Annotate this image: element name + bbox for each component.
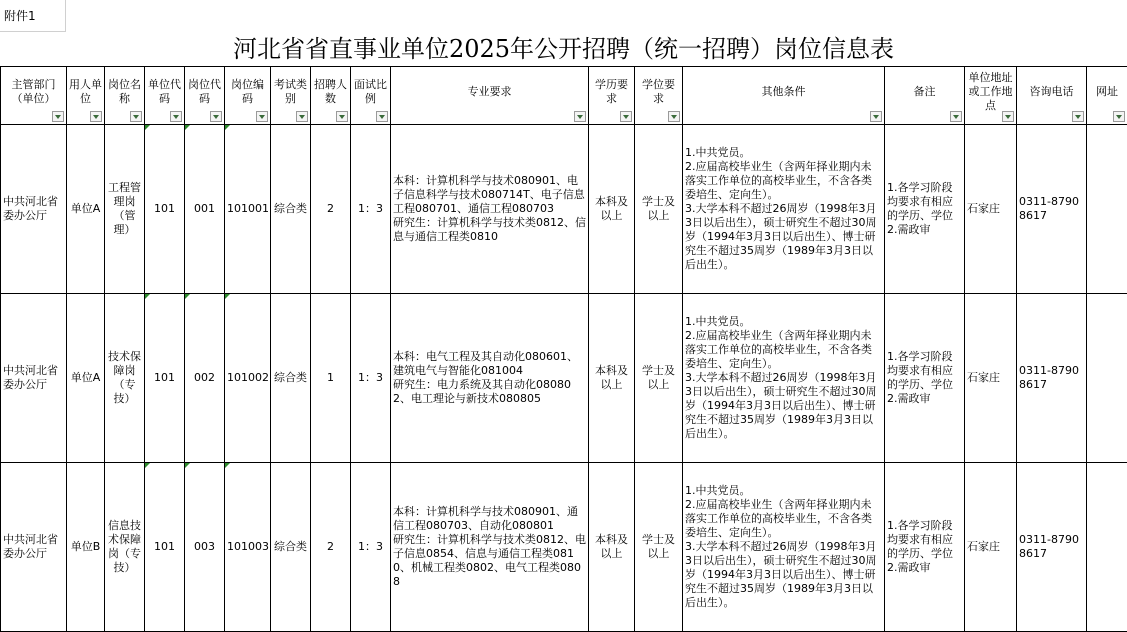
cell-exam-type: 综合类 [271, 463, 311, 632]
table-row [1, 463, 1127, 632]
position-table [0, 66, 1127, 632]
cell-website [1087, 294, 1127, 463]
cell-other: 1.中共党员。 2.应届高校毕业生（含两年择业期内未落实工作单位的高校毕业生，不含各类委培生、定向生）。 3.大学本科不超过26周岁（1998年3月3日以后出生），硕士研究生不超过30周岁（1994年3月3日以后出生）、博士研究生不超过35周岁（1989年3月3日以后出生）。 [683, 463, 885, 632]
cell-address: 石家庄 [965, 463, 1017, 632]
cell-unit: 单位A [67, 294, 105, 463]
cell-pos-num: 101002 [225, 294, 271, 463]
cell-unit-code: 101 [145, 294, 185, 463]
filter-dropdown-icon[interactable] [668, 111, 680, 122]
cell-hire-count: 2 [311, 463, 351, 632]
cell-pos-name: 信息技术保障岗（专技） [105, 463, 145, 632]
cell-remark: 1.各学习阶段均要求有相应的学历、学位2.需政审 [885, 125, 965, 294]
filter-dropdown-icon[interactable] [336, 111, 348, 122]
cell-exam-type: 综合类 [271, 294, 311, 463]
cell-marker [185, 294, 190, 299]
cell-marker [185, 125, 190, 130]
cell-edu: 本科及以上 [589, 125, 635, 294]
filter-dropdown-icon[interactable] [1002, 111, 1014, 122]
cell-unit: 单位B [67, 463, 105, 632]
attachment-label: 附件1 [0, 0, 66, 32]
cell-major: 本科：计算机科学与技术080901、通信工程080703、自动化080801 研究生：计算机科学与技术类0812、电子信息0854、信息与通信工程类0810、机械工程类0802、电气工程类0808 [391, 463, 589, 632]
cell-ratio: 1：3 [351, 294, 391, 463]
cell-other: 1.中共党员。 2.应届高校毕业生（含两年择业期内未落实工作单位的高校毕业生，不含各类委培生、定向生）。 3.大学本科不超过26周岁（1998年3月3日以后出生），硕士研究生不超过30周岁（1994年3月3日以后出生）、博士研究生不超过35周岁（1989年3月3日以后出生）。 [683, 125, 885, 294]
filter-dropdown-icon[interactable] [574, 111, 586, 122]
cell-marker [225, 294, 230, 299]
filter-dropdown-icon[interactable] [52, 111, 64, 122]
header-dept: 主管部门（单位） [1, 67, 67, 125]
cell-dept: 中共河北省委办公厅 [1, 125, 67, 294]
table-row [1, 294, 1127, 463]
cell-website [1087, 463, 1127, 632]
cell-marker [145, 125, 150, 130]
filter-dropdown-icon[interactable] [90, 111, 102, 122]
cell-address: 石家庄 [965, 294, 1017, 463]
filter-dropdown-icon[interactable] [1113, 111, 1125, 122]
header-exam-type: 考试类别 [271, 67, 311, 125]
filter-dropdown-icon[interactable] [210, 111, 222, 122]
filter-dropdown-icon[interactable] [170, 111, 182, 122]
cell-edu: 本科及以上 [589, 463, 635, 632]
cell-phone: 0311-87908617 [1017, 294, 1087, 463]
header-pos-num: 岗位编码 [225, 67, 271, 125]
cell-other: 1.中共党员。 2.应届高校毕业生（含两年择业期内未落实工作单位的高校毕业生，不含各类委培生、定向生）。 3.大学本科不超过26周岁（1998年3月3日以后出生），硕士研究生不超过30周岁（1994年3月3日以后出生）、博士研究生不超过35周岁（1989年3月3日以后出生）。 [683, 294, 885, 463]
cell-major: 本科：计算机科学与技术080901、电子信息科学与技术080714T、电子信息工程080701、通信工程080703 研究生：计算机科学与技术类0812、信息与通信工程类0810 [391, 125, 589, 294]
filter-dropdown-icon[interactable] [296, 111, 308, 122]
cell-marker [145, 463, 150, 468]
filter-dropdown-icon[interactable] [256, 111, 268, 122]
cell-unit-code: 101 [145, 463, 185, 632]
cell-pos-code: 003 [185, 463, 225, 632]
cell-hire-count: 1 [311, 294, 351, 463]
cell-pos-name: 技术保障岗（专技） [105, 294, 145, 463]
header-website: 网址 [1087, 67, 1127, 125]
cell-pos-code: 002 [185, 294, 225, 463]
cell-degree: 学士及以上 [635, 294, 683, 463]
header-edu: 学历要求 [589, 67, 635, 125]
filter-dropdown-icon[interactable] [620, 111, 632, 122]
cell-hire-count: 2 [311, 125, 351, 294]
cell-degree: 学士及以上 [635, 463, 683, 632]
header-unit-code: 单位代码 [145, 67, 185, 125]
header-row [1, 67, 1127, 125]
cell-phone: 0311-87908617 [1017, 125, 1087, 294]
header-degree: 学位要求 [635, 67, 683, 125]
cell-address: 石家庄 [965, 125, 1017, 294]
cell-pos-num: 101003 [225, 463, 271, 632]
cell-pos-code: 001 [185, 125, 225, 294]
cell-remark: 1.各学习阶段均要求有相应的学历、学位2.需政审 [885, 463, 965, 632]
cell-pos-num: 101001 [225, 125, 271, 294]
header-unit: 用人单位 [67, 67, 105, 125]
cell-ratio: 1：3 [351, 463, 391, 632]
cell-dept: 中共河北省委办公厅 [1, 294, 67, 463]
cell-unit: 单位A [67, 125, 105, 294]
cell-dept: 中共河北省委办公厅 [1, 463, 67, 632]
filter-dropdown-icon[interactable] [1072, 111, 1084, 122]
filter-dropdown-icon[interactable] [870, 111, 882, 122]
header-other: 其他条件 [683, 67, 885, 125]
header-major: 专业要求 [391, 67, 589, 125]
cell-marker [225, 463, 230, 468]
header-phone: 咨询电话 [1017, 67, 1087, 125]
filter-dropdown-icon[interactable] [376, 111, 388, 122]
cell-unit-code: 101 [145, 125, 185, 294]
filter-dropdown-icon[interactable] [950, 111, 962, 122]
cell-pos-name: 工程管理岗（管理） [105, 125, 145, 294]
page-title: 河北省省直事业单位2025年公开招聘（统一招聘）岗位信息表 [232, 35, 895, 63]
header-remark: 备注 [885, 67, 965, 125]
table-row [1, 125, 1127, 294]
header-pos-name: 岗位名称 [105, 67, 145, 125]
cell-marker [185, 463, 190, 468]
cell-phone: 0311-87908617 [1017, 463, 1087, 632]
header-ratio: 面试比例 [351, 67, 391, 125]
filter-dropdown-icon[interactable] [130, 111, 142, 122]
cell-exam-type: 综合类 [271, 125, 311, 294]
header-hire-count: 招聘人数 [311, 67, 351, 125]
cell-website [1087, 125, 1127, 294]
cell-edu: 本科及以上 [589, 294, 635, 463]
header-pos-code: 岗位代码 [185, 67, 225, 125]
header-address: 单位地址或工作地点 [965, 67, 1017, 125]
cell-major: 本科：电气工程及其自动化080601、建筑电气与智能化081004 研究生：电力系统及其自动化080802、电工理论与新技术080805 [391, 294, 589, 463]
cell-marker [145, 294, 150, 299]
cell-degree: 学士及以上 [635, 125, 683, 294]
cell-marker [225, 125, 230, 130]
cell-remark: 1.各学习阶段均要求有相应的学历、学位2.需政审 [885, 294, 965, 463]
cell-ratio: 1：3 [351, 125, 391, 294]
